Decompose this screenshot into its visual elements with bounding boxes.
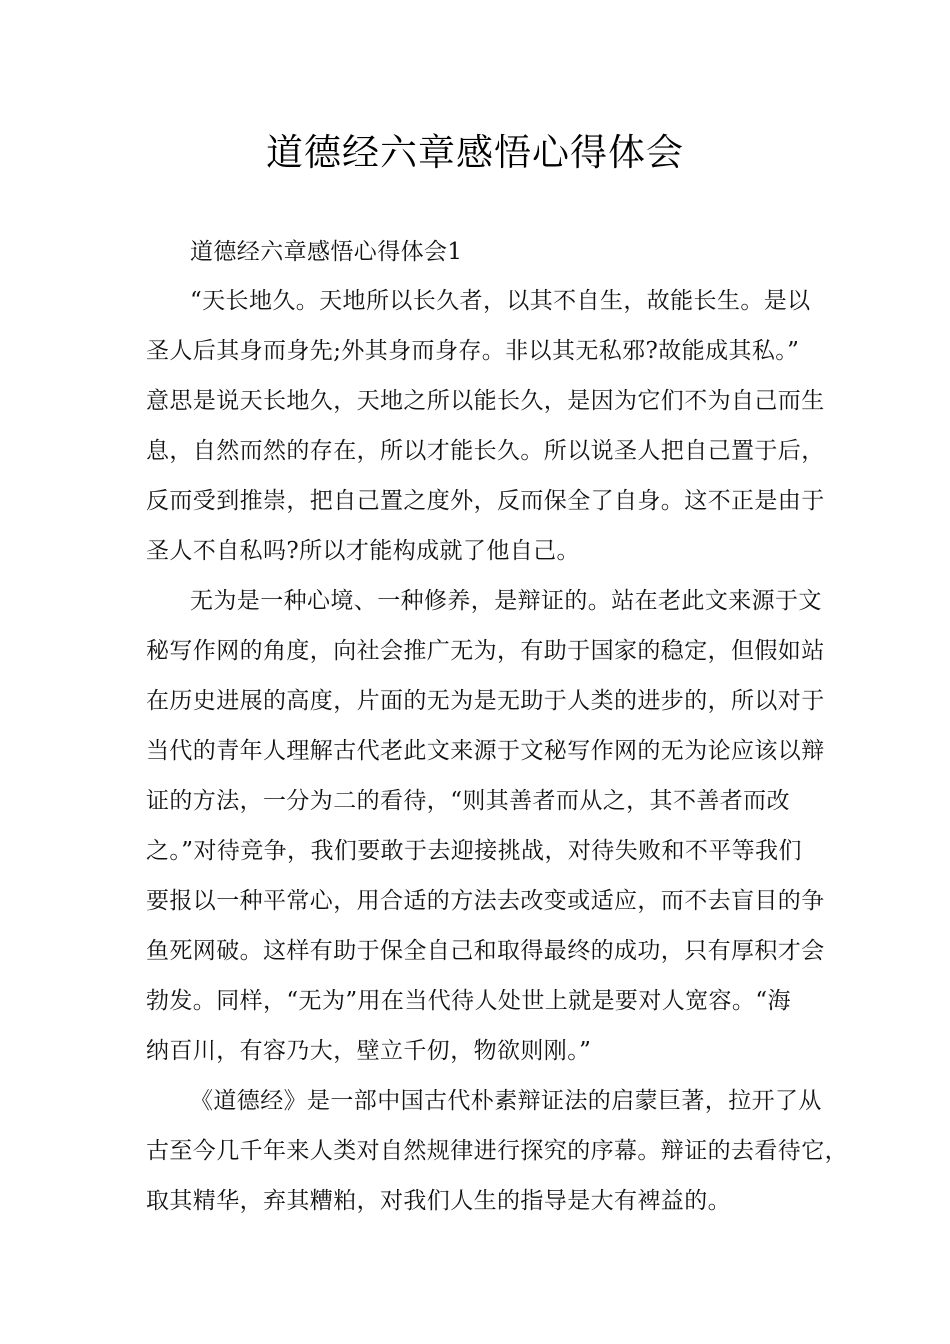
paragraph-2-line-10: 纳百川，有容乃大，壁立千仞，物欲则刚。”: [146, 1038, 592, 1064]
paragraph-3-line-3: 取其精华，弃其糟粕，对我们人生的指导是大有裨益的。: [146, 1188, 731, 1214]
paragraph-3-line-2: 古至今几千年来人类对自然规律进行探究的序幕。辩证的去看待它，: [146, 1138, 848, 1164]
paragraph-3-line-1: 《道德经》是一部中国古代朴素辩证法的启蒙巨著，拉开了从: [190, 1088, 822, 1114]
paragraph-2-line-7: 要报以一种平常心，用合适的方法去改变或适应，而不去盲目的争: [146, 888, 825, 914]
paragraph-1-line-1: “天长地久。天地所以长久者，以其不自生，故能长生。是以: [190, 288, 811, 314]
paragraph-1-line-3: 意思是说天长地久，天地之所以能长久，是因为它们不为自己而生: [146, 388, 825, 414]
paragraph-1-line-6: 圣人不自私吗?所以才能构成就了他自己。: [146, 538, 580, 564]
paragraph-1-line-4: 息，自然而然的存在，所以才能长久。所以说圣人把自己置于后，: [146, 438, 825, 464]
paragraph-2-line-1: 无为是一种心境、一种修养，是辩证的。站在老此文来源于文: [190, 588, 822, 614]
paragraph-2-line-5: 证的方法，一分为二的看待，“则其善者而从之，其不善者而改: [146, 788, 790, 814]
paragraph-2-line-6: 之。”对待竞争，我们要敢于去迎接挑战，对待失败和不平等我们: [146, 838, 802, 864]
paragraph-2-line-8: 鱼死网破。这样有助于保全自己和取得最终的成功，只有厚积才会: [146, 938, 825, 964]
paragraph-1-line-5: 反而受到推崇，把自己置之度外，反而保全了自身。这不正是由于: [146, 488, 825, 514]
paragraph-2-line-3: 在历史进展的高度，片面的无为是无助于人类的进步的，所以对于: [146, 688, 825, 714]
document-title: 道德经六章感悟心得体会: [266, 131, 684, 174]
paragraph-2-line-9: 勃发。同样，“无为”用在当代待人处世上就是要对人宽容。“海: [146, 988, 791, 1014]
paragraph-1-line-2: 圣人后其身而身先;外其身而身存。非以其无私邪?故能成其私。”: [146, 338, 800, 364]
paragraph-2-line-2: 秘写作网的角度，向社会推广无为，有助于国家的稳定，但假如站: [146, 638, 825, 664]
section-heading: 道德经六章感悟心得体会1: [190, 239, 463, 265]
paragraph-2-line-4: 当代的青年人理解古代老此文来源于文秘写作网的无为论应该以辩: [146, 738, 825, 764]
